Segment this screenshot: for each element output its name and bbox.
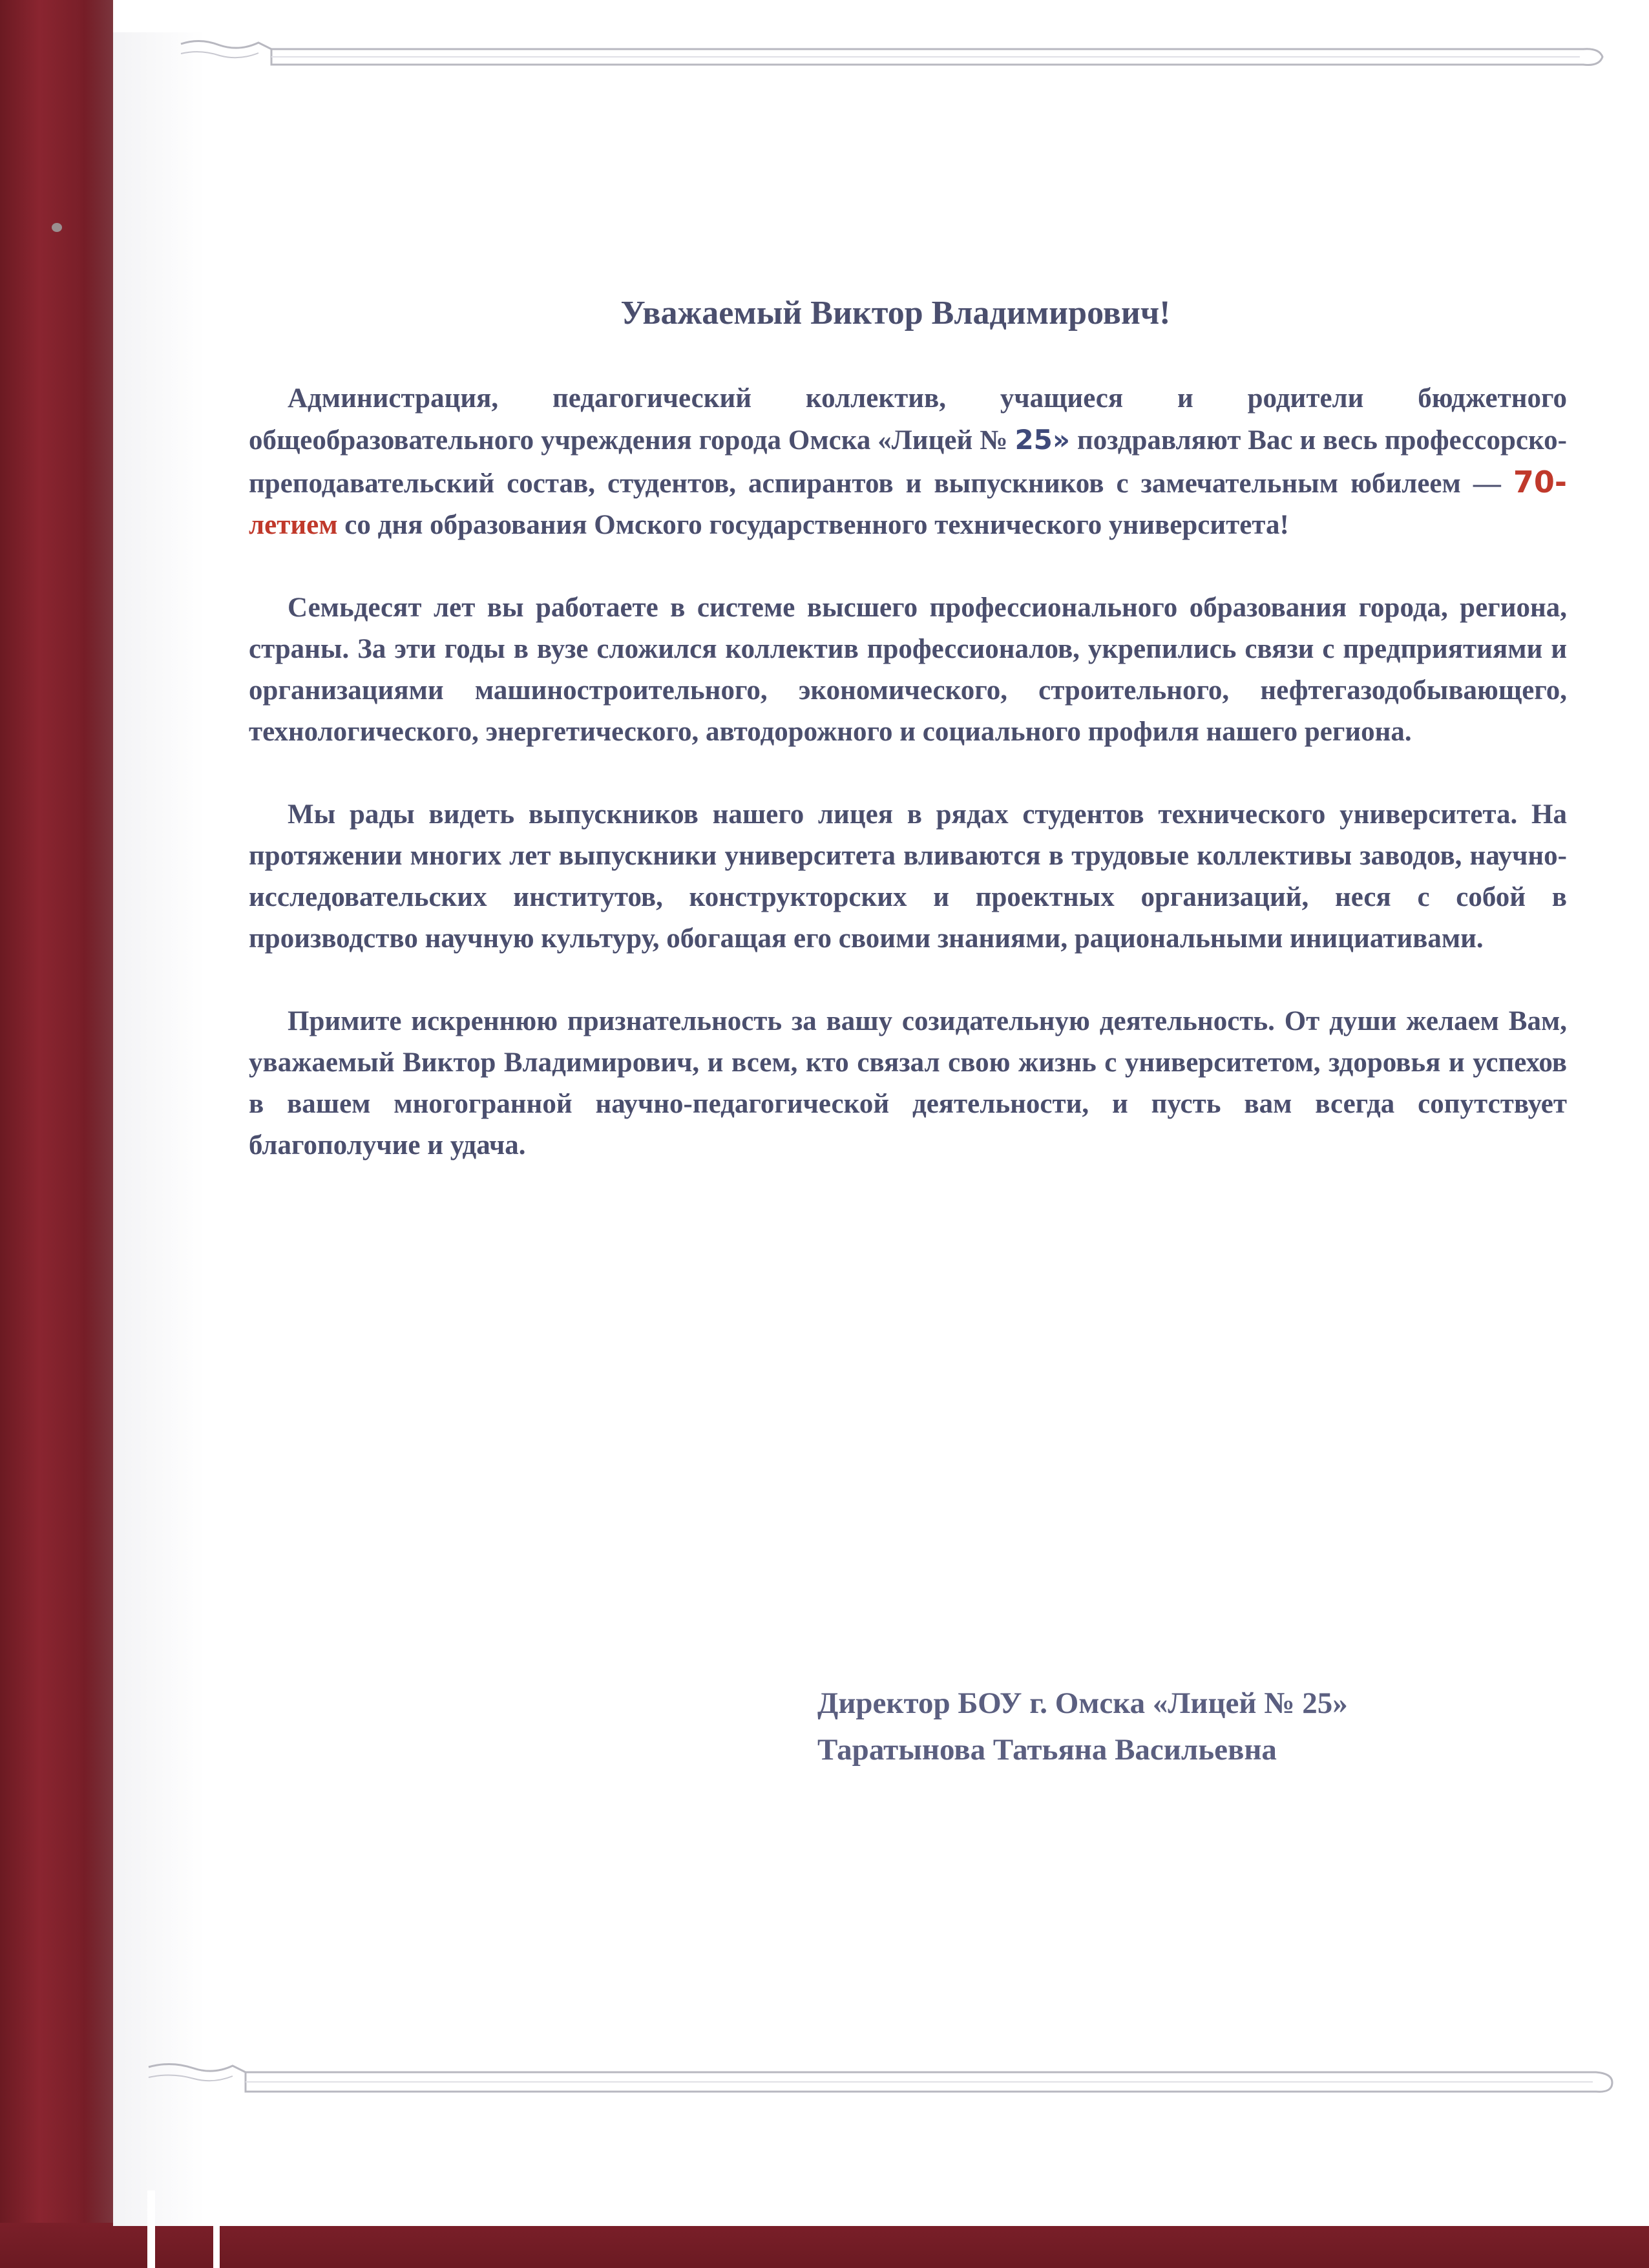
signature-block	[817, 1680, 1348, 1773]
folder-cover-shade	[84, 0, 113, 2268]
folder-tab-mark	[147, 2190, 155, 2268]
paragraph-greeting-part3: со дня образования Омского государственного технического университета!	[337, 510, 1289, 540]
paragraph-history: Семьдесят лет вы работаете в системе высшего профессионального образования города, региона, страны. За эти годы в вузе сложился коллектив профессионалов, укрепились связи с предприятиями и организациями машиностроительного, экономического, строительного, нефтегазодобывающего, технологического, энергетического, автодорожного и социального профиля нашего региона.	[249, 593, 1567, 747]
anniversary-number: 70-	[1513, 465, 1567, 499]
paragraph-greeting	[249, 378, 1567, 546]
lyceum-number: 25»	[1014, 424, 1071, 456]
signature-name: Таратынова Татьяна Васильевна	[817, 1733, 1277, 1767]
signature-position: Директор БОУ г. Омска «Лицей № 25»	[817, 1686, 1348, 1720]
paragraph-greeting-part2: поздравляют Вас и весь профессорско-преподавательский состав, студентов, аспирантов и выпускников с замечательным юбилеем —	[249, 425, 1567, 499]
paragraph-wishes: Примите искреннюю признательность за вашу созидательную деятельность. От души желаем Вам, уважаемый Виктор Владимирович, и всем, кто связал свою жизнь с университетом, здоровья и успехов в вашем многогранной научно-педагогической деятельности, и пусть вам всегда сопутствует благополучие и удача.	[249, 1006, 1567, 1160]
decorative-scroll-bottom	[142, 2058, 1615, 2097]
letter-body	[249, 378, 1567, 1208]
decorative-scroll-top	[174, 31, 1609, 70]
anniversary-word: летием	[249, 510, 338, 540]
folder-tab-mark	[213, 2200, 220, 2268]
letter-heading: Уважаемый Виктор Владимирович!	[620, 295, 1171, 331]
scan-artifact	[52, 223, 62, 232]
paragraph-greeting-part1: Администрация, педагогический коллектив, учащиеся и родители бюджетного общеобразовательного учреждения города Омска «Лицей №	[249, 383, 1567, 456]
paragraph-graduates: Мы рады видеть выпускников нашего лицея в рядах студентов технического университета. На протяжении многих лет выпускники университета вливаются в трудовые коллективы заводов, научно-исследовательских институтов, конструкторских и проектных организаций, неся с собой в производство научную культуру, обогащая его своими знаниями, рациональными инициативами.	[249, 799, 1567, 954]
folder-cover-bottom	[0, 2223, 1649, 2268]
